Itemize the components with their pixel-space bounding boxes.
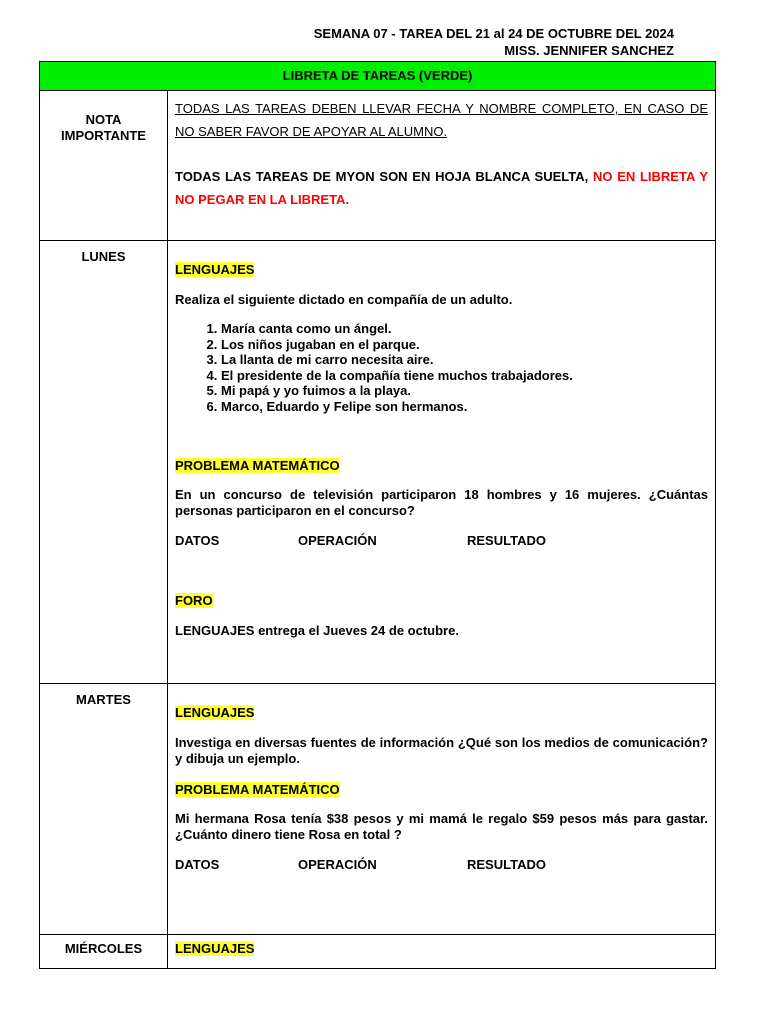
- nota-content-cell: [168, 91, 716, 241]
- lunes-content-cell: [168, 241, 716, 684]
- martes-resultado: RESULTADO: [467, 857, 546, 872]
- table-title: LIBRETA DE TAREAS (VERDE): [40, 62, 716, 91]
- list-item: 3. La llanta de mi carro necesita aire.: [221, 352, 708, 368]
- lunes-datos: DATOS: [175, 533, 220, 548]
- martes-content-cell: [168, 684, 716, 935]
- list-item: 2. Los niños jugaban en el parque.: [221, 337, 708, 353]
- lunes-subject-problema: PROBLEMA MATEMÁTICO: [175, 458, 340, 473]
- martes-datos-row: [175, 857, 708, 872]
- lunes-subject-lenguajes: LENGUAJES: [175, 262, 255, 277]
- martes-instruction: Investiga en diversas fuentes de información ¿Qué son los medios de comunicación? y dibuja un ejemplo.: [175, 735, 708, 766]
- lunes-resultado: RESULTADO: [467, 533, 546, 548]
- martes-subject-problema: PROBLEMA MATEMÁTICO: [175, 782, 340, 797]
- miercoles-content-cell: [168, 935, 716, 969]
- martes-day-cell: MARTES: [40, 684, 168, 935]
- nota-text-2-black: TODAS LAS TAREAS DE MYON SON EN HOJA BLANCA SUELTA,: [175, 169, 589, 184]
- nota-text-1: TODAS LAS TAREAS DEBEN LLEVAR FECHA Y NOMBRE COMPLETO, EN CASO DE NO SABER FAVOR DE APOYAR AL ALUMNO.: [175, 101, 708, 139]
- martes-subject-lenguajes: LENGUAJES: [175, 705, 255, 720]
- document-header: [314, 25, 674, 59]
- header-teacher: MISS. JENNIFER SANCHEZ: [504, 43, 674, 58]
- martes-operacion: OPERACIÓN: [298, 857, 377, 872]
- header-week-title: SEMANA 07 - TAREA DEL 21 al 24 DE OCTUBRE DEL 2024: [313, 26, 674, 41]
- miercoles-day-cell: MIÉRCOLES: [40, 935, 168, 969]
- lunes-row: [40, 241, 716, 684]
- list-item: 4. El presidente de la compañía tiene muchos trabajadores.: [221, 368, 708, 384]
- martes-problem: Mi hermana Rosa tenía $38 pesos y mi mamá le regalo $59 pesos más para gastar. ¿Cuánto dinero tiene Rosa en total ?: [175, 811, 708, 842]
- lunes-foro-text: LENGUAJES entrega el Jueves 24 de octubre.: [175, 623, 459, 638]
- list-item: 6. Marco, Eduardo y Felipe son hermanos.: [221, 399, 708, 415]
- lunes-dictado-list: [175, 321, 708, 414]
- lunes-operacion: OPERACIÓN: [298, 533, 377, 548]
- miercoles-row: [40, 935, 716, 969]
- homework-table: [39, 61, 716, 969]
- miercoles-subject-lenguajes: LENGUAJES: [175, 941, 255, 956]
- lunes-datos-row: [175, 533, 708, 548]
- nota-label-cell: [40, 91, 168, 241]
- nota-label-line1: NOTA: [85, 112, 122, 127]
- lunes-subject-foro: FORO: [175, 593, 213, 608]
- list-item: 1. María canta como un ángel.: [221, 321, 708, 337]
- martes-row: [40, 684, 716, 935]
- nota-text-2-red: NO EN LIBRETA Y NO PEGAR EN LA LIBRETA.: [175, 169, 709, 207]
- martes-datos: DATOS: [175, 857, 220, 872]
- lunes-day-cell: LUNES: [40, 241, 168, 684]
- nota-row: [40, 91, 716, 241]
- nota-label-line2: IMPORTANTE: [61, 128, 146, 143]
- lunes-instruction: Realiza el siguiente dictado en compañía de un adulto.: [175, 292, 513, 307]
- lunes-problem: En un concurso de televisión participaron 18 hombres y 16 mujeres. ¿Cuántas personas participaron en el concurso?: [175, 487, 708, 518]
- list-item: 5. Mi papá y yo fuimos a la playa.: [221, 383, 708, 399]
- nota-text-2: [175, 165, 708, 211]
- table-title-row: [40, 62, 716, 91]
